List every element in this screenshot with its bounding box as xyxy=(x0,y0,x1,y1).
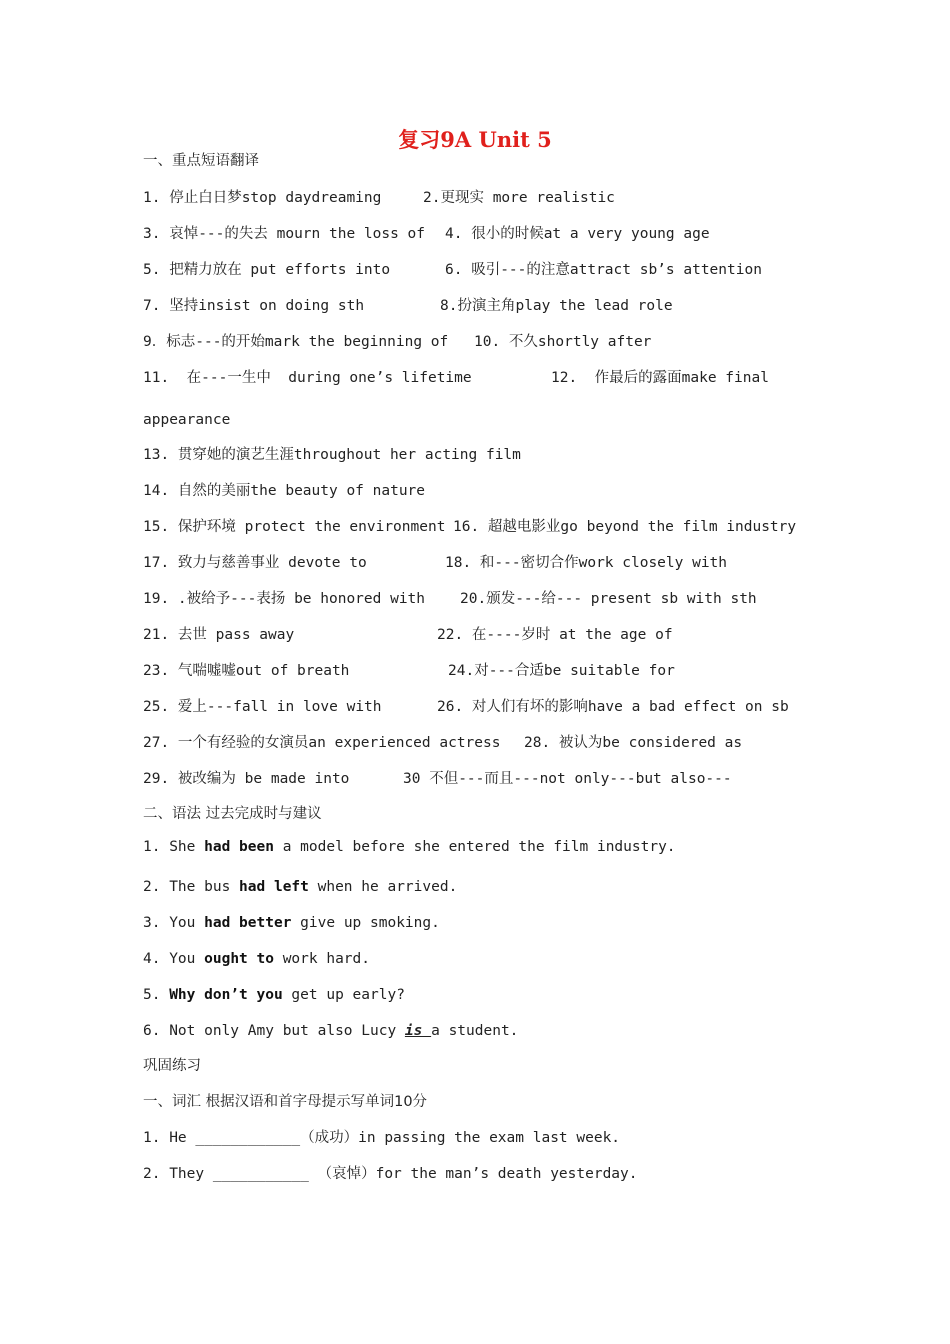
grammar-sentence: 1. She had been a model before she entered the film industry. xyxy=(143,839,676,855)
phrase-a: 5. 把精力放在 put efforts into xyxy=(143,262,391,278)
practice-subheading: 一、词汇 根据汉语和首字母提示写单词10分 xyxy=(143,1094,428,1110)
phrase-row xyxy=(143,333,652,351)
phrase-a: 27. 一个有经验的女演员an experienced actress xyxy=(143,735,501,751)
phrase-a: 7. 坚持insist on doing sth xyxy=(143,298,365,314)
phrase-row xyxy=(143,518,797,536)
phrase-a: 13. 贯穿她的演艺生涯throughout her acting film xyxy=(143,447,521,463)
grammar-sentence: 6. Not only Amy but also Lucy is a student. xyxy=(143,1023,519,1039)
phrase-a: appearance xyxy=(143,412,231,428)
phrase-b: 28. 被认为be considered as xyxy=(524,735,743,751)
phrase-row xyxy=(143,411,230,429)
phrase-row xyxy=(143,626,673,644)
phrase-b: 10. 不久shortly after xyxy=(474,334,652,350)
phrase-row xyxy=(143,698,789,716)
phrase-a: 3. 哀悼---的失去 mourn the loss of xyxy=(143,226,426,242)
phrase-b: 22. 在----岁时 at the age of xyxy=(437,627,673,643)
phrase-a: 23. 气喘嘘嘘out of breath xyxy=(143,663,350,679)
phrase-row xyxy=(143,189,615,207)
grammar-sentence: 3. You had better give up smoking. xyxy=(143,915,440,931)
phrase-b: 20.颁发---给--- present sb with sth xyxy=(460,591,757,607)
phrase-row xyxy=(143,662,675,680)
phrase-b: 12. 作最后的露面make final xyxy=(551,370,769,386)
page-title: 复习9A Unit 5 xyxy=(398,127,552,152)
phrase-a: 11. 在---一生中 during one’s lifetime xyxy=(143,370,472,386)
phrase-row xyxy=(143,369,769,387)
phrase-row xyxy=(143,225,710,243)
phrase-b: 4. 很小的时候at a very young age xyxy=(445,226,710,242)
practice-heading: 巩固练习 xyxy=(143,1058,201,1074)
phrase-a: 14. 自然的美丽the beauty of nature xyxy=(143,483,426,499)
phrase-a: 1. 停止白日梦stop daydreaming xyxy=(143,190,382,206)
section1-heading: 一、重点短语翻译 xyxy=(143,153,259,169)
phrase-a: 29. 被改编为 be made into xyxy=(143,771,350,787)
grammar-sentence: 2. The bus had left when he arrived. xyxy=(143,879,458,895)
phrase-row xyxy=(143,590,757,608)
phrase-a: 21. 去世 pass away xyxy=(143,627,295,643)
phrase-b: 24.对---合适be suitable for xyxy=(448,663,675,679)
phrase-b: 8.扮演主角play the lead role xyxy=(440,298,673,314)
phrase-a: 17. 致力与慈善事业 devote to xyxy=(143,555,367,571)
phrase-a: 9．标志---的开始mark the beginning of xyxy=(143,334,449,350)
phrase-b: 16. 超越电影业go beyond the film industry xyxy=(453,519,797,535)
phrase-b: 2.更现实 more realistic xyxy=(423,190,615,206)
phrase-row xyxy=(143,554,728,572)
phrase-row xyxy=(143,482,425,500)
grammar-sentence: 5. Why don’t you get up early? xyxy=(143,987,405,1003)
phrase-row xyxy=(143,734,743,752)
exercise-item: 2. They ___________ （哀悼）for the man’s death yesterday. xyxy=(143,1166,638,1182)
phrase-b: 26. 对人们有坏的影响have a bad effect on sb xyxy=(437,699,789,715)
phrase-b: 30 不但---而且---not only---but also--- xyxy=(403,771,732,787)
phrase-a: 15. 保护环境 protect the environment xyxy=(143,519,446,535)
phrase-a: 25. 爱上---fall in love with xyxy=(143,699,382,715)
phrase-row xyxy=(143,770,732,788)
phrase-row xyxy=(143,297,673,315)
exercise-item: 1. He ____________（成功）in passing the exam last week. xyxy=(143,1130,621,1146)
phrase-b: 6. 吸引---的注意attract sb’s attention xyxy=(445,262,762,278)
grammar-sentence: 4. You ought to work hard. xyxy=(143,951,370,967)
phrase-a: 19. .被给予---表扬 be honored with xyxy=(143,591,426,607)
phrase-row xyxy=(143,261,762,279)
phrase-row xyxy=(143,446,521,464)
phrase-b: 18. 和---密切合作work closely with xyxy=(445,555,728,571)
section2-heading: 二、语法 过去完成时与建议 xyxy=(143,806,322,822)
